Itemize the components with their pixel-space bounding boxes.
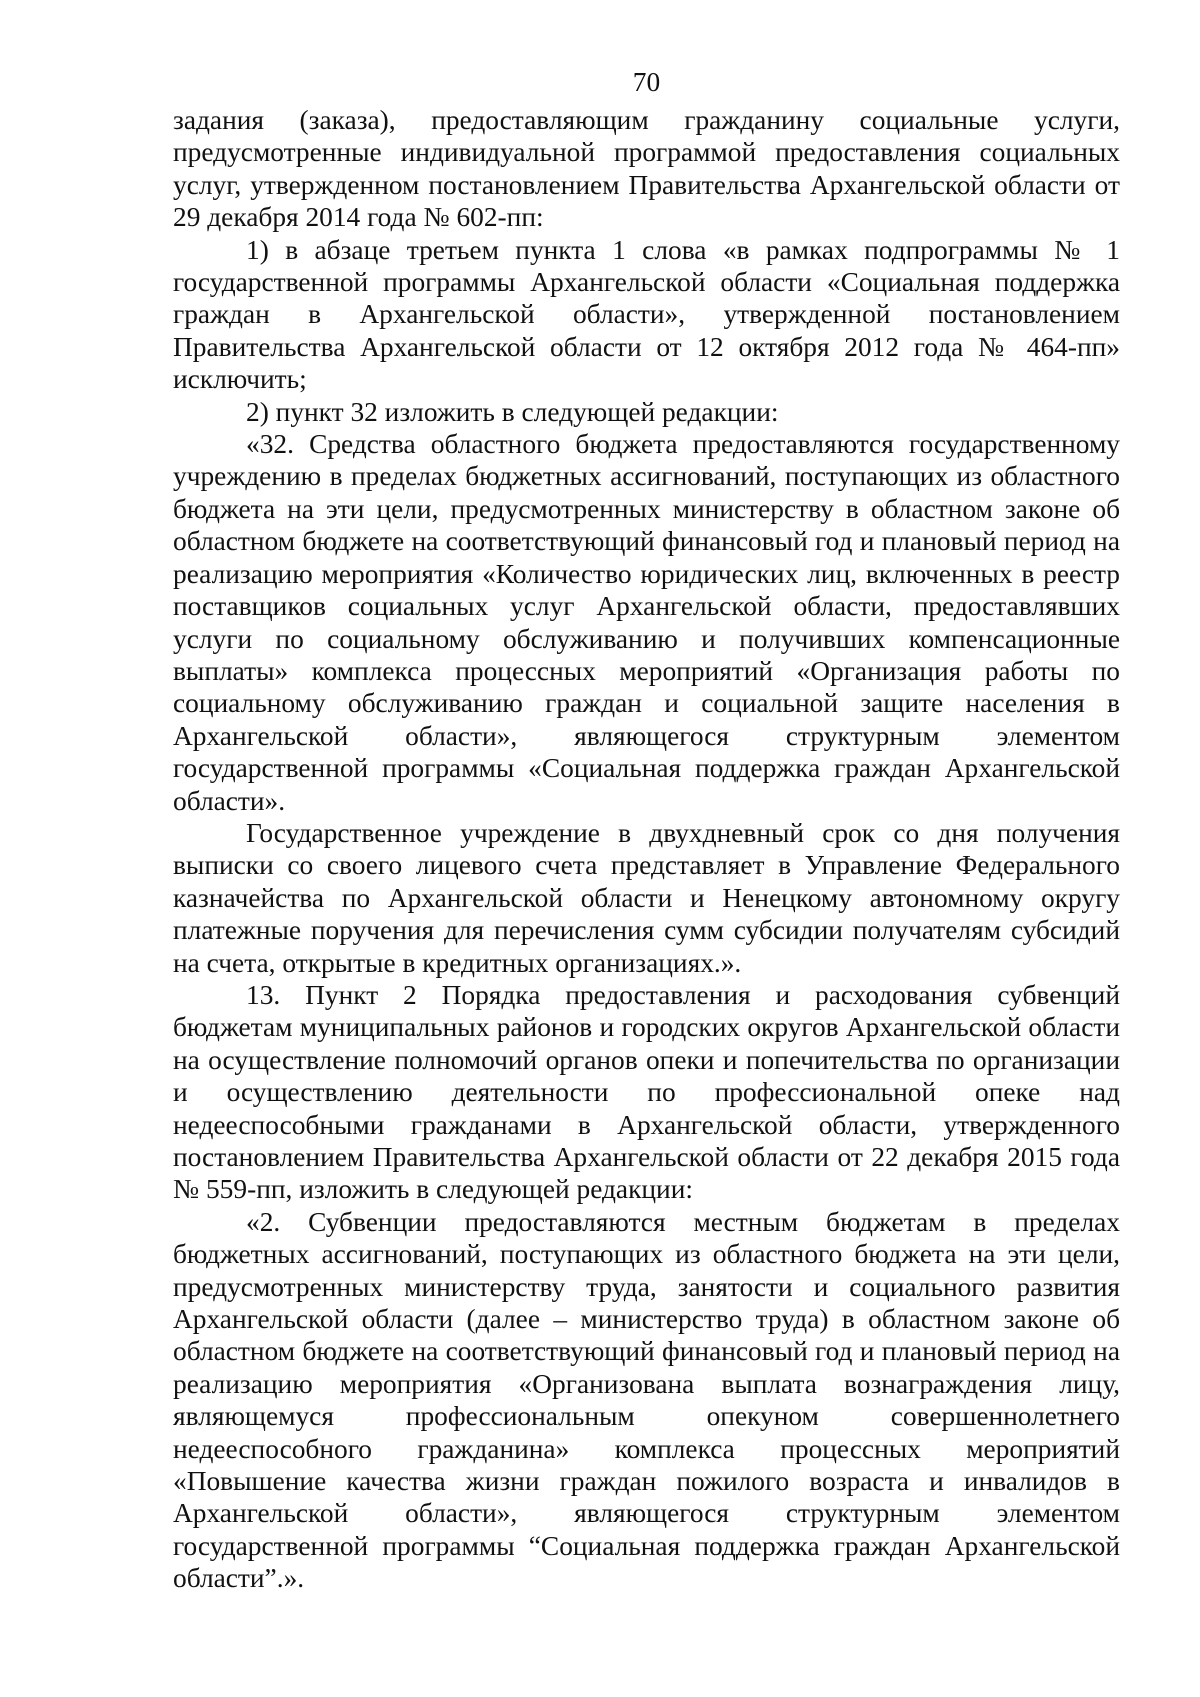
paragraph-item-2: 2) пункт 32 изложить в следующей редакции: bbox=[246, 396, 779, 427]
paragraph-intro: задания (заказа), предоставляющим гражданину социальные услуги, предусмотренные индивидуальной программой предоставления социальных услуг, утвержденном постановлением Правительства Архангельской области от 29 декабря 2014 года № 602-пп: bbox=[173, 105, 1120, 233]
paragraph-clause-32-continued: Государственное учреждение в двухдневный срок со дня получения выписки со своего лицевого счета представляет в Управление Федерального казначейства по Архангельской области и Ненецкому автономному округу платежные поручения для перечисления сумм субсидии получателям субсидий на счета, открытые в кредитных организациях.». bbox=[173, 817, 1120, 978]
paragraph-item-13: 13. Пункт 2 Порядка предоставления и расходования субвенций бюджетам муниципальных районов и городских округов Архангельской области на осуществление полномочий органов опеки и попечительства по организации и осуществлению деятельности по профессиональной опеке над недееспособными гражданами в Архангельской области, утвержденного постановлением Правительства Архангельской области от 22 декабря 2015 года № 559-пп, изложить в следующей редакции: bbox=[173, 979, 1120, 1205]
paragraph-item-1: 1) в абзаце третьем пункта 1 слова «в рамках подпрограммы № 1 государственной программы Архангельской области «Социальная поддержка граждан в Архангельской области», утвержденной постановлением Правительства Архангельской области от 12 октября 2012 года № 464-пп» исключить; bbox=[173, 234, 1120, 395]
page-number: 70 bbox=[632, 67, 661, 97]
paragraph-clause-32: «32. Средства областного бюджета предоставляются государственному учреждению в пределах бюджетных ассигнований, поступающих из областного бюджета на эти цели, предусмотренных министерству в областном законе об областном бюджете на соответствующий финансовый год и плановый период на реализацию мероприятия «Количество юридических лиц, включенных в реестр поставщиков социальных услуг Архангельской области, предоставлявших услуги по социальному обслуживанию и получивших компенсационные выплаты» комплекса процессных мероприятий «Организация работы по социальному обслуживанию граждан и социальной защите населения в Архангельской области», являющегося структурным элементом государственной программы «Социальная поддержка граждан Архангельской области». bbox=[173, 429, 1120, 816]
document-page bbox=[173, 66, 1120, 1595]
paragraph-clause-2: «2. Субвенции предоставляются местным бюджетам в пределах бюджетных ассигнований, поступающих из областного бюджета на эти цели, предусмотренных министерству труда, занятости и социального развития Архангельской области (далее – министерство труда) в областном законе об областном бюджете на соответствующий финансовый год и плановый период на реализацию мероприятия «Организована выплата вознаграждения лицу, являющемуся профессиональным опекуном совершеннолетнего недееспособного гражданина» комплекса процессных мероприятий «Повышение качества жизни граждан пожилого возраста и инвалидов в Архангельской области», являющегося структурным элементом государственной программы “Социальная поддержка граждан Архангельской области”.». bbox=[173, 1206, 1120, 1594]
